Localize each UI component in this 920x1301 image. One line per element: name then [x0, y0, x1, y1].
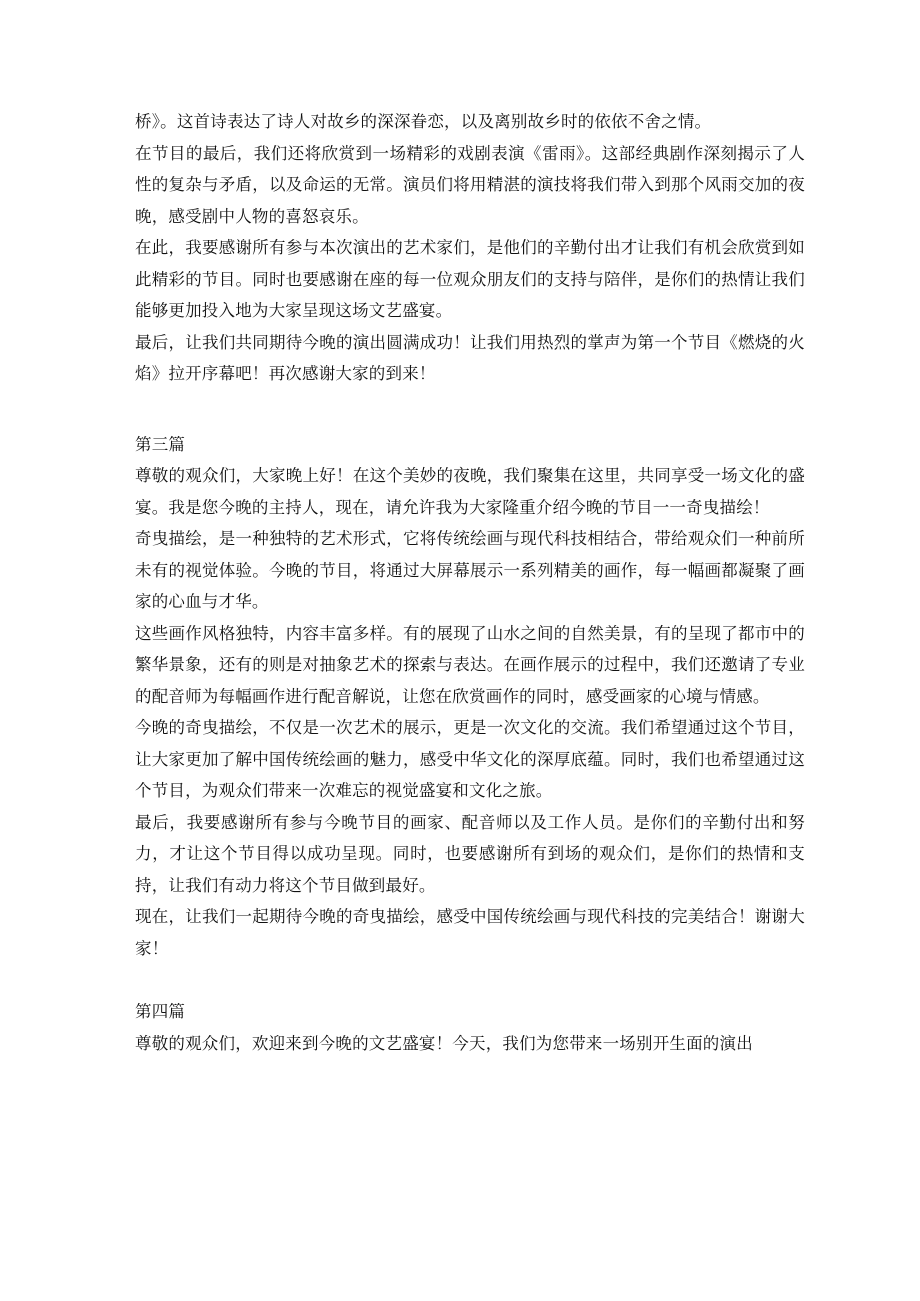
section-heading-4: 第四篇	[135, 1002, 186, 1021]
paragraph: 在此，我要感谢所有参与本次演出的艺术家们，是他们的辛勤付出才让我们有机会欣赏到如此精彩的节目。同时也要感谢在座的每一位观众朋友们的支持与陪伴，是你们的热情让我们能够更加投入地为大家呈现这场文艺盛宴。	[135, 238, 805, 320]
paragraph: 这些画作风格独特，内容丰富多样。有的展现了山水之间的自然美景，有的呈现了都市中的繁华景象，还有的则是对抽象艺术的探索与表达。在画作展示的过程中，我们还邀请了专业的配音师为每幅画作进行配音解说，让您在欣赏画作的同时，感受画家的心境与情感。	[135, 623, 805, 706]
paragraph: 在节目的最后，我们还将欣赏到一场精彩的戏剧表演《雷雨》。这部经典剧作深刻揭示了人性的复杂与矛盾，以及命运的无常。演员们将用精湛的演技将我们带入到那个风雨交加的夜晚，感受剧中人物的喜怒哀乐。	[135, 143, 805, 226]
section-gap	[135, 964, 805, 996]
document-body	[135, 106, 805, 1059]
section-gap	[135, 390, 805, 429]
paragraph: 现在，让我们一起期待今晚的奇曳描绘，感受中国传统绘画与现代科技的完美结合！谢谢大家！	[135, 907, 805, 958]
section-heading-3: 第三篇	[135, 434, 186, 454]
paragraph: 尊敬的观众们，欢迎来到今晚的文艺盛宴！今天，我们为您带来一场别开生面的演出	[135, 1033, 753, 1053]
paragraph: 尊敬的观众们，大家晚上好！在这个美妙的夜晚，我们聚集在这里，共同享受一场文化的盛宴。我是您今晚的主持人，现在，请允许我为大家隆重介绍今晚的节目一一奇曳描绘！	[135, 466, 805, 517]
paragraph: 最后，我要感谢所有参与今晚节目的画家、配音师以及工作人员。是你们的辛勤付出和努力，才让这个节目得以成功呈现。同时，也要感谢所有到场的观众们，是你们的热情和支持，让我们有动力将这个节目做到最好。	[135, 812, 805, 895]
paragraph: 奇曳描绘，是一种独特的艺术形式，它将传统绘画与现代科技相结合，带给观众们一种前所未有的视觉体验。今晚的节目，将通过大屏幕展示一系列精美的画作，每一幅画都凝聚了画家的心血与才华。	[135, 529, 805, 611]
paragraph: 最后，让我们共同期待今晚的演出圆满成功！让我们用热烈的掌声为第一个节目《燃烧的火焰》拉开序幕吧！再次感谢大家的到来！	[135, 332, 805, 383]
paragraph-continuation: 桥》。这首诗表达了诗人对故乡的深深眷恋，以及离别故乡时的依依不舍之情。	[135, 112, 712, 131]
paragraph: 今晚的奇曳描绘，不仅是一次艺术的展示，更是一次文化的交流。我们希望通过这个节目，让大家更加了解中国传统绘画的魅力，感受中华文化的深厚底蕴。同时，我们也希望通过这个节目，为观众们带来一次难忘的视觉盛宴和文化之旅。	[135, 718, 805, 800]
